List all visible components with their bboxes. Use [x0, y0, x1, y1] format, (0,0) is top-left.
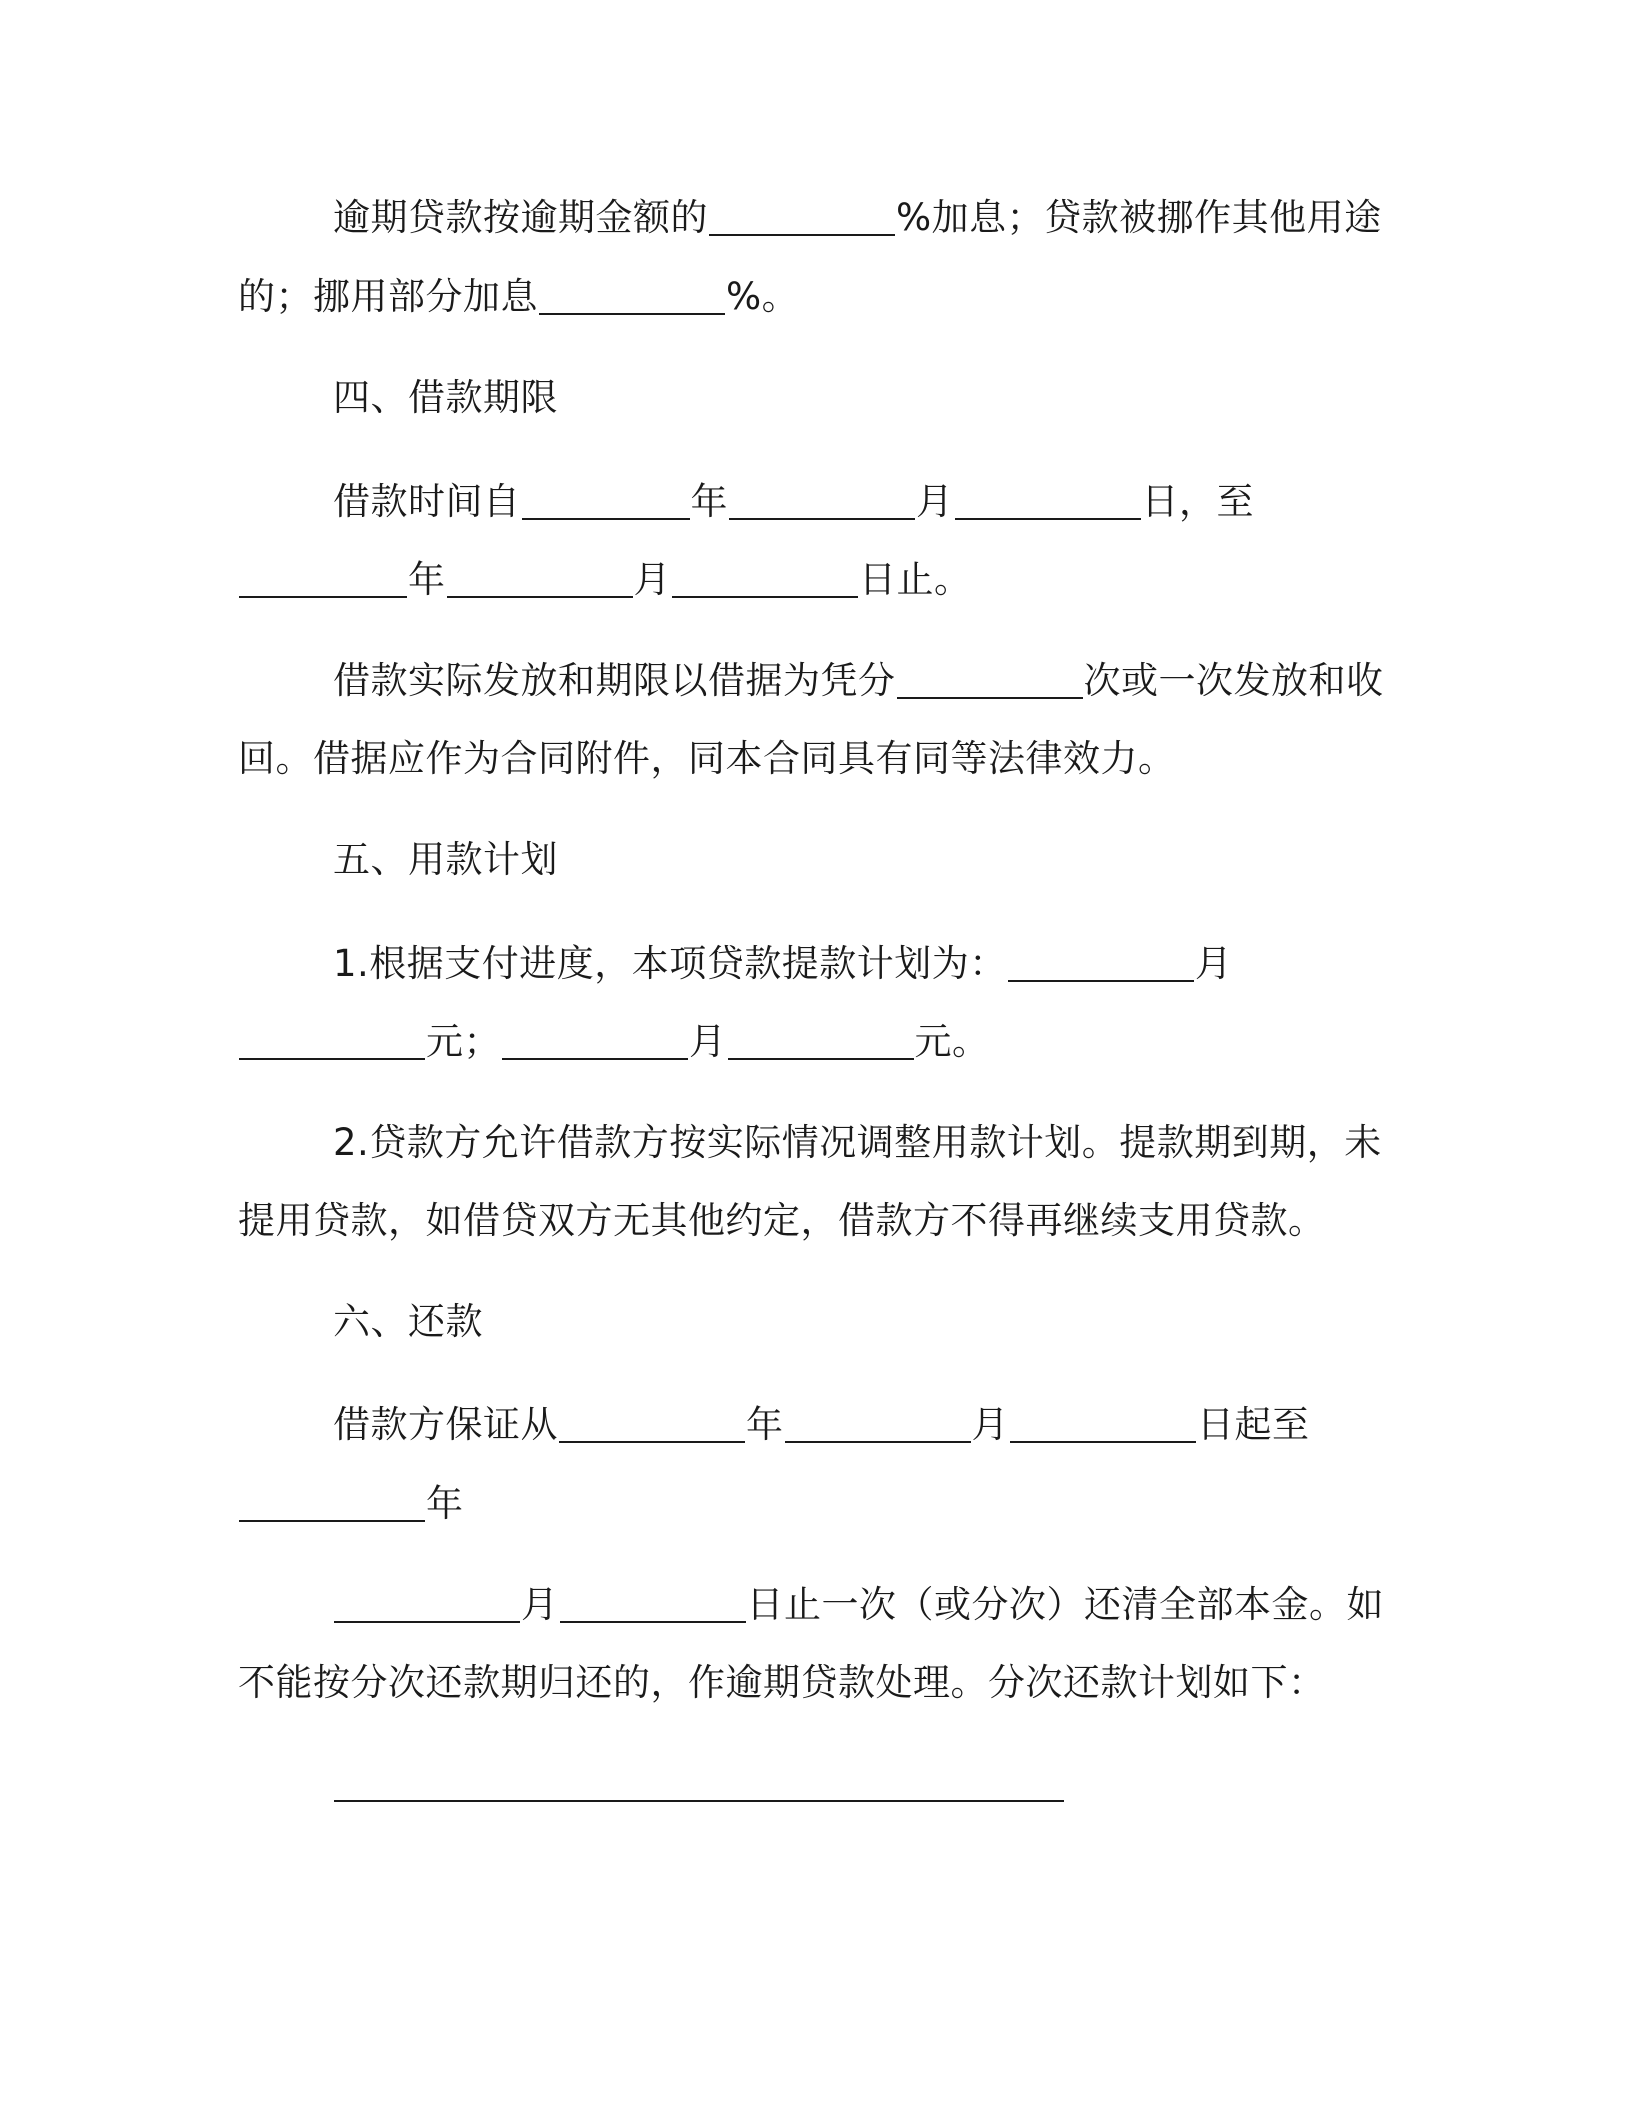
text-segment: 元； — [426, 1020, 501, 1063]
blank-field — [1008, 940, 1194, 982]
blank-field — [239, 1018, 425, 1060]
repayment-schedule-blank — [333, 1760, 1065, 1808]
blank-field — [785, 1401, 971, 1443]
text-segment: 日起至 — [1197, 1403, 1310, 1446]
text-segment: 月 — [689, 1020, 727, 1063]
text-segment: 的；挪用部分加息 — [238, 275, 538, 318]
section-heading-usage-plan: 五、用款计划 — [333, 838, 558, 881]
overdue-interest-line-1 — [333, 194, 1382, 242]
text-segment: 逾期贷款按逾期金额的 — [333, 196, 708, 239]
text-segment: 借款时间自 — [333, 480, 521, 523]
blank-field — [672, 556, 858, 598]
text-segment: 年 — [746, 1403, 784, 1446]
text-segment: 1.根据支付进度，本项贷款提款计划为： — [333, 942, 1007, 985]
blank-field — [1010, 1401, 1196, 1443]
disbursement-line-2: 回。借据应作为合同附件，同本合同具有同等法律效力。 — [238, 737, 1176, 780]
text-segment: 日，至 — [1141, 480, 1254, 523]
text-segment: 年 — [426, 1482, 464, 1525]
withdrawal-plan-line-2 — [238, 1018, 990, 1066]
text-segment: 年 — [408, 558, 446, 601]
full-repayment-line-1 — [333, 1581, 1384, 1629]
disbursement-line-1 — [333, 657, 1384, 705]
text-segment: 月 — [633, 558, 671, 601]
section-heading-loan-term: 四、借款期限 — [333, 376, 558, 419]
blank-field — [709, 194, 895, 236]
full-repayment-line-2: 不能按分次还款期归还的，作逾期贷款处理。分次还款计划如下： — [238, 1661, 1326, 1704]
blank-field — [522, 478, 690, 520]
blank-field — [897, 657, 1083, 699]
text-segment: 月 — [1194, 942, 1233, 985]
blank-field — [559, 1401, 745, 1443]
overdue-interest-line-2 — [238, 273, 799, 321]
blank-field — [502, 1018, 688, 1060]
text-segment: 借款方保证从 — [333, 1403, 558, 1446]
blank-field — [728, 1018, 914, 1060]
withdrawal-plan-line-1 — [333, 940, 1232, 988]
text-segment: %加息；贷款被挪作其他用途 — [896, 196, 1382, 239]
plan-adjustment-line-1: 2.贷款方允许借款方按实际情况调整用款计划。提款期到期，未 — [333, 1121, 1382, 1164]
text-segment: 月 — [971, 1403, 1009, 1446]
loan-period-line-2 — [238, 556, 972, 604]
text-segment: 次或一次发放和收 — [1083, 659, 1384, 702]
blank-field — [560, 1581, 746, 1623]
text-segment: 日止一次（或分次）还清全部本金。如 — [746, 1583, 1384, 1626]
blank-field — [955, 478, 1141, 520]
repayment-period-line-1 — [333, 1401, 1310, 1449]
blank-field — [334, 1760, 1064, 1802]
blank-field — [729, 478, 915, 520]
blank-field — [539, 273, 725, 315]
text-segment: 日止。 — [859, 558, 972, 601]
text-segment: %。 — [726, 275, 800, 318]
text-segment: 借款实际发放和期限以借据为凭分 — [333, 659, 896, 702]
blank-field — [447, 556, 633, 598]
text-segment: 月 — [521, 1583, 559, 1626]
loan-period-line-1 — [333, 478, 1254, 526]
repayment-period-line-2 — [238, 1480, 464, 1528]
text-segment: 月 — [916, 480, 954, 523]
plan-adjustment-line-2: 提用贷款，如借贷双方无其他约定，借款方不得再继续支用贷款。 — [238, 1199, 1326, 1242]
blank-field — [239, 1480, 425, 1522]
blank-field — [239, 556, 407, 598]
text-segment: 元。 — [914, 1020, 990, 1063]
text-segment: 年 — [690, 480, 728, 523]
section-heading-repayment: 六、还款 — [333, 1300, 483, 1343]
blank-field — [334, 1581, 520, 1623]
